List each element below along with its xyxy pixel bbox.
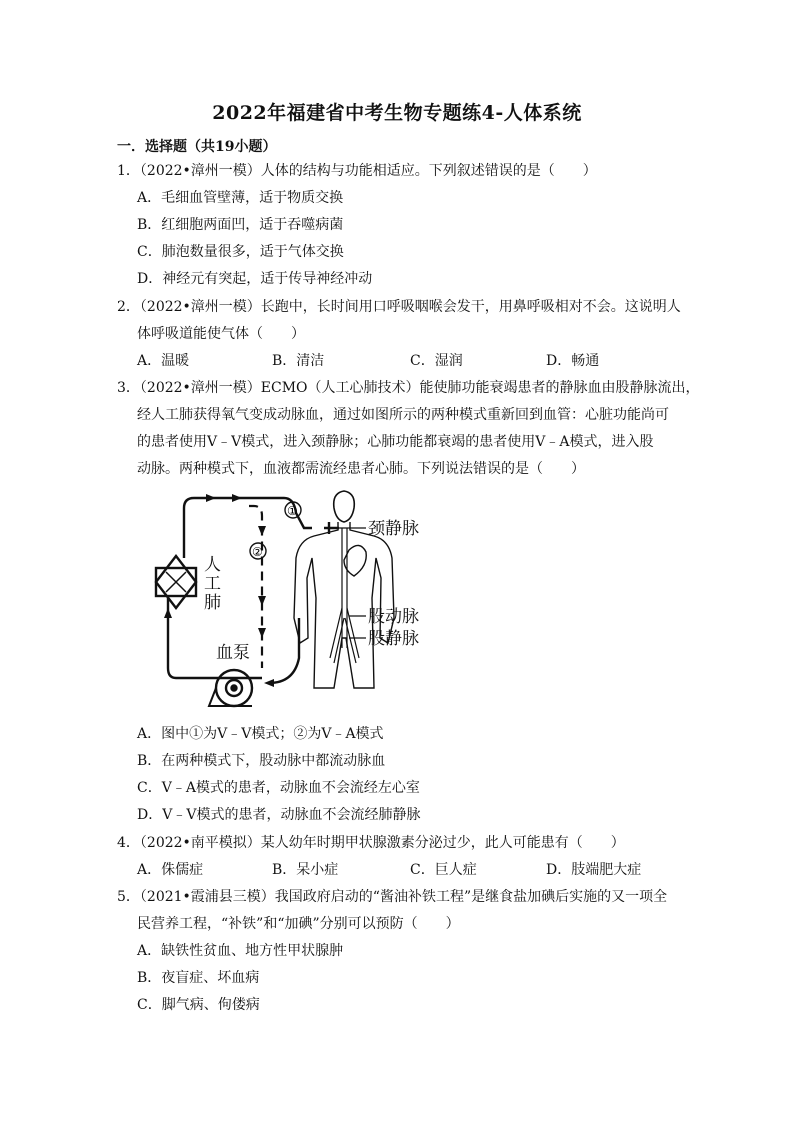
question-1-option-d: D．神经元有突起，适于传导神经冲动 xyxy=(137,271,373,287)
question-2-stem-line2: 体呼吸道能使气体（ ） xyxy=(137,326,305,342)
tube-return-path xyxy=(269,618,299,683)
question-3-option-b: B．在两种模式下，股动脉中都流动脉血 xyxy=(137,753,386,769)
question-1-option-b: B．红细胞两面凹，适于吞噬病菌 xyxy=(137,217,344,233)
question-2-option-d: D．畅通 xyxy=(546,353,600,369)
question-3-option-c: C．V﹣A模式的患者，动脉血不会流经左心室 xyxy=(137,780,420,796)
question-2-option-a: A．温暖 xyxy=(137,353,190,369)
document-title: 2022年福建省中考生物专题练4-人体系统 xyxy=(212,102,582,124)
question-3-option-d: D．V﹣V模式的患者，动脉血不会流经肺静脉 xyxy=(137,807,421,823)
body-head xyxy=(334,491,355,522)
question-2-option-b: B．清洁 xyxy=(272,353,325,369)
label-mode-1: ① xyxy=(287,504,298,518)
question-4-option-d: D．肢端肥大症 xyxy=(546,862,642,878)
label-femoral-vein: 股静脉 xyxy=(368,629,419,649)
question-5-option-b: B．夜盲症、坏血病 xyxy=(137,970,260,986)
question-3-stem-line2: 经人工肺获得氧气变成动脉血，通过如图所示的两种模式重新回到血管：心脏功能尚可 xyxy=(137,407,669,423)
label-artificial-lung-1: 人 xyxy=(204,555,221,575)
question-3-stem-line3: 的患者使用V﹣V模式，进入颈静脉；心肺功能都衰竭的患者使用V﹣A模式，进入股 xyxy=(137,434,654,450)
question-1-option-a: A．毛细血管壁薄，适于物质交换 xyxy=(137,190,344,206)
section-heading: 一．选择题（共19小题） xyxy=(117,139,277,155)
question-3-stem-line4: 动脉。两种模式下，血液都需流经患者心肺。下列说法错误的是（ ） xyxy=(137,461,585,477)
question-4-option-a: A．侏儒症 xyxy=(137,862,204,878)
question-3-option-a: A．图中①为V﹣V模式；②为V﹣A模式 xyxy=(137,726,384,742)
label-femoral-artery: 股动脉 xyxy=(368,607,419,627)
label-jugular-vein: 颈静脉 xyxy=(368,519,419,539)
label-mode-2: ② xyxy=(252,545,263,559)
question-5-option-c: C．脚气病、佝偻病 xyxy=(137,997,260,1013)
question-2-stem-line1: 2．（2022•漳州一模）长跑中，长时间用口呼吸咽喉会发干，用鼻呼吸相对不会。这说明人 xyxy=(117,299,681,315)
question-1-option-c: C．肺泡数量很多，适于气体交换 xyxy=(137,244,344,260)
label-artificial-lung-2: 工 xyxy=(204,574,221,594)
question-1-stem: 1．（2022•漳州一模）人体的结构与功能相适应。下列叙述错误的是（ ） xyxy=(117,163,597,179)
question-5-stem-line1: 5．（2021•霞浦县三模）我国政府启动的“酱油补铁工程”是继食盐加碘后实施的又一项全 xyxy=(117,889,668,905)
question-5-stem-line2: 民营养工程，“补铁”和“加碘”分别可以预防（ ） xyxy=(137,916,460,932)
body-outline xyxy=(294,522,394,688)
question-4-option-c: C．巨人症 xyxy=(410,862,477,878)
question-3-stem-line1: 3．（2022•漳州一模）ECMO（人工心肺技术）能使肺功能衰竭患者的静脉血由股静脉流出， xyxy=(117,380,700,396)
ecmo-diagram xyxy=(144,488,444,718)
question-4-option-b: B．呆小症 xyxy=(272,862,339,878)
question-4-stem: 4．（2022•南平模拟）某人幼年时期甲状腺激素分泌过少，此人可能患有（ ） xyxy=(117,835,625,851)
question-2-option-c: C．湿润 xyxy=(410,353,463,369)
question-5-option-a: A．缺铁性贫血、地方性甲状腺肿 xyxy=(137,943,344,959)
label-blood-pump: 血泵 xyxy=(216,643,250,663)
label-artificial-lung-3: 肺 xyxy=(204,593,221,613)
